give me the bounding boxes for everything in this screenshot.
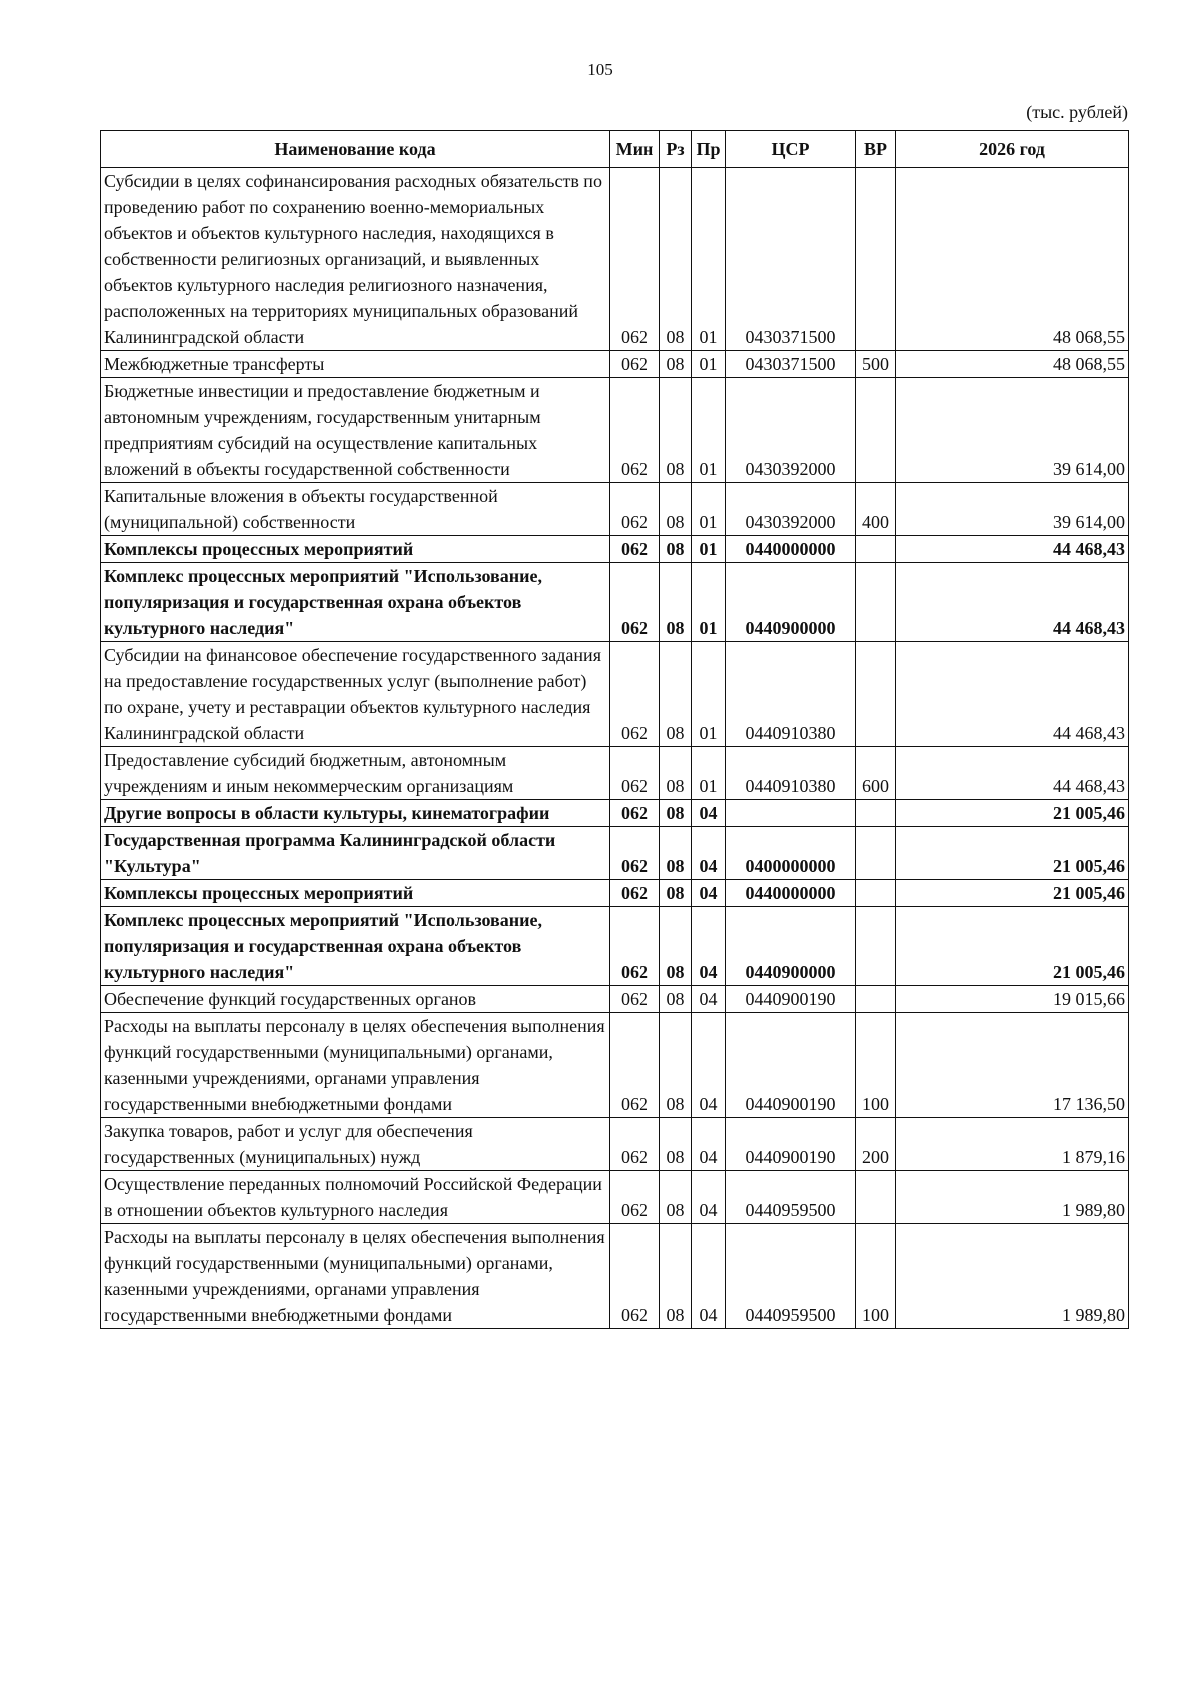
cell-pr: 04 xyxy=(692,1171,726,1224)
cell-vr: 600 xyxy=(856,747,896,800)
cell-sum: 17 136,50 xyxy=(896,1013,1129,1118)
cell-csr: 0440910380 xyxy=(726,642,856,747)
cell-min: 062 xyxy=(610,642,660,747)
cell-sum: 1 989,80 xyxy=(896,1171,1129,1224)
cell-min: 062 xyxy=(610,1224,660,1329)
table-row xyxy=(101,880,1129,907)
cell-vr: 500 xyxy=(856,351,896,378)
table-header xyxy=(101,131,1129,168)
cell-name: Субсидии на финансовое обеспечение государственного задания на предоставление государственных услуг (выполнение работ) по охране, учету и реставрации объектов культурного наследия Калининградской области xyxy=(101,642,610,747)
cell-name: Капитальные вложения в объекты государственной (муниципальной) собственности xyxy=(101,483,610,536)
table-row xyxy=(101,800,1129,827)
cell-sum: 1 879,16 xyxy=(896,1118,1129,1171)
cell-name: Обеспечение функций государственных органов xyxy=(101,986,610,1013)
cell-name: Субсидии в целях софинансирования расходных обязательств по проведению работ по сохранению военно-мемориальных объектов и объектов культурного наследия, находящихся в собственности религиозных организаций, и выявленных объектов культурного наследия религиозного назначения, расположенных на территориях муниципальных образований Калининградской области xyxy=(101,168,610,351)
cell-sum: 44 468,43 xyxy=(896,563,1129,642)
cell-pr: 04 xyxy=(692,1013,726,1118)
table-row xyxy=(101,986,1129,1013)
cell-pr: 01 xyxy=(692,642,726,747)
cell-vr xyxy=(856,378,896,483)
header-pr: Пр xyxy=(692,131,726,168)
cell-csr: 0430371500 xyxy=(726,168,856,351)
cell-sum: 48 068,55 xyxy=(896,168,1129,351)
cell-vr xyxy=(856,986,896,1013)
cell-name: Предоставление субсидий бюджетным, автономным учреждениям и иным некоммерческим организациям xyxy=(101,747,610,800)
cell-name: Осуществление переданных полномочий Российской Федерации в отношении объектов культурного наследия xyxy=(101,1171,610,1224)
cell-min: 062 xyxy=(610,563,660,642)
cell-rz: 08 xyxy=(660,880,692,907)
table-row xyxy=(101,907,1129,986)
header-rz: Рз xyxy=(660,131,692,168)
cell-rz: 08 xyxy=(660,483,692,536)
cell-rz: 08 xyxy=(660,747,692,800)
cell-csr: 0440959500 xyxy=(726,1224,856,1329)
cell-vr: 100 xyxy=(856,1013,896,1118)
cell-csr: 0430392000 xyxy=(726,483,856,536)
cell-min: 062 xyxy=(610,351,660,378)
cell-sum: 1 989,80 xyxy=(896,1224,1129,1329)
table-row xyxy=(101,1013,1129,1118)
cell-name: Комплекс процессных мероприятий "Использование, популяризация и государственная охрана объектов культурного наследия" xyxy=(101,563,610,642)
cell-pr: 01 xyxy=(692,536,726,563)
table-row xyxy=(101,536,1129,563)
cell-vr xyxy=(856,563,896,642)
cell-csr: 0440000000 xyxy=(726,880,856,907)
cell-name: Расходы на выплаты персоналу в целях обеспечения выполнения функций государственными (муниципальными) органами, казенными учреждениями, органами управления государственными внебюджетными фондами xyxy=(101,1224,610,1329)
cell-rz: 08 xyxy=(660,1118,692,1171)
cell-pr: 01 xyxy=(692,563,726,642)
cell-sum: 44 468,43 xyxy=(896,747,1129,800)
cell-rz: 08 xyxy=(660,378,692,483)
header-row xyxy=(101,131,1129,168)
cell-rz: 08 xyxy=(660,827,692,880)
cell-min: 062 xyxy=(610,827,660,880)
cell-pr: 01 xyxy=(692,351,726,378)
cell-rz: 08 xyxy=(660,986,692,1013)
cell-vr xyxy=(856,642,896,747)
cell-csr: 0430371500 xyxy=(726,351,856,378)
cell-name: Комплексы процессных мероприятий xyxy=(101,880,610,907)
cell-vr xyxy=(856,827,896,880)
cell-sum: 48 068,55 xyxy=(896,351,1129,378)
cell-rz: 08 xyxy=(660,800,692,827)
cell-vr xyxy=(856,168,896,351)
table-row xyxy=(101,827,1129,880)
cell-csr: 0440900000 xyxy=(726,907,856,986)
cell-rz: 08 xyxy=(660,1224,692,1329)
cell-rz: 08 xyxy=(660,563,692,642)
cell-name: Расходы на выплаты персоналу в целях обеспечения выполнения функций государственными (муниципальными) органами, казенными учреждениями, органами управления государственными внебюджетными фондами xyxy=(101,1013,610,1118)
budget-table xyxy=(100,130,1129,1329)
cell-min: 062 xyxy=(610,800,660,827)
cell-name: Закупка товаров, работ и услуг для обеспечения государственных (муниципальных) нужд xyxy=(101,1118,610,1171)
cell-csr: 0440900190 xyxy=(726,1118,856,1171)
cell-min: 062 xyxy=(610,168,660,351)
table-row xyxy=(101,1224,1129,1329)
cell-pr: 04 xyxy=(692,800,726,827)
cell-csr: 0400000000 xyxy=(726,827,856,880)
table-row xyxy=(101,483,1129,536)
cell-pr: 01 xyxy=(692,747,726,800)
cell-pr: 04 xyxy=(692,827,726,880)
cell-pr: 04 xyxy=(692,1224,726,1329)
cell-min: 062 xyxy=(610,907,660,986)
cell-sum: 21 005,46 xyxy=(896,800,1129,827)
table-row xyxy=(101,378,1129,483)
cell-name: Другие вопросы в области культуры, кинематографии xyxy=(101,800,610,827)
cell-rz: 08 xyxy=(660,168,692,351)
page-number: 105 xyxy=(587,60,613,79)
cell-rz: 08 xyxy=(660,1013,692,1118)
cell-pr: 01 xyxy=(692,378,726,483)
cell-rz: 08 xyxy=(660,351,692,378)
cell-vr xyxy=(856,800,896,827)
table-row xyxy=(101,1118,1129,1171)
cell-min: 062 xyxy=(610,747,660,800)
table-row xyxy=(101,351,1129,378)
cell-sum: 21 005,46 xyxy=(896,880,1129,907)
cell-name: Межбюджетные трансферты xyxy=(101,351,610,378)
cell-sum: 39 614,00 xyxy=(896,483,1129,536)
cell-name: Бюджетные инвестиции и предоставление бюджетным и автономным учреждениям, государственным унитарным предприятиям субсидий на осуществление капитальных вложений в объекты государственной собственности xyxy=(101,378,610,483)
cell-csr: 0440900190 xyxy=(726,986,856,1013)
header-csr: ЦСР xyxy=(726,131,856,168)
cell-rz: 08 xyxy=(660,536,692,563)
cell-min: 062 xyxy=(610,1013,660,1118)
cell-csr: 0440900000 xyxy=(726,563,856,642)
units-label: (тыс. рублей) xyxy=(1026,102,1128,122)
cell-vr: 400 xyxy=(856,483,896,536)
cell-name: Комплекс процессных мероприятий "Использование, популяризация и государственная охрана объектов культурного наследия" xyxy=(101,907,610,986)
cell-sum: 44 468,43 xyxy=(896,536,1129,563)
header-name: Наименование кода xyxy=(101,131,610,168)
cell-sum: 19 015,66 xyxy=(896,986,1129,1013)
cell-min: 062 xyxy=(610,880,660,907)
cell-rz: 08 xyxy=(660,907,692,986)
cell-vr xyxy=(856,880,896,907)
cell-csr: 0440000000 xyxy=(726,536,856,563)
cell-min: 062 xyxy=(610,986,660,1013)
cell-sum: 44 468,43 xyxy=(896,642,1129,747)
cell-min: 062 xyxy=(610,1118,660,1171)
cell-rz: 08 xyxy=(660,1171,692,1224)
cell-name: Государственная программа Калининградской области "Культура" xyxy=(101,827,610,880)
cell-min: 062 xyxy=(610,378,660,483)
cell-min: 062 xyxy=(610,483,660,536)
cell-pr: 04 xyxy=(692,1118,726,1171)
cell-vr xyxy=(856,536,896,563)
table-body xyxy=(101,168,1129,1329)
cell-pr: 04 xyxy=(692,907,726,986)
cell-vr xyxy=(856,1171,896,1224)
cell-csr: 0440900190 xyxy=(726,1013,856,1118)
cell-csr: 0440910380 xyxy=(726,747,856,800)
cell-name: Комплексы процессных мероприятий xyxy=(101,536,610,563)
table-row xyxy=(101,168,1129,351)
header-vr: ВР xyxy=(856,131,896,168)
table-row xyxy=(101,1171,1129,1224)
table-row xyxy=(101,563,1129,642)
table-row xyxy=(101,747,1129,800)
header-min: Мин xyxy=(610,131,660,168)
header-sum: 2026 год xyxy=(896,131,1129,168)
cell-pr: 04 xyxy=(692,880,726,907)
cell-vr xyxy=(856,907,896,986)
cell-min: 062 xyxy=(610,1171,660,1224)
cell-vr: 100 xyxy=(856,1224,896,1329)
cell-sum: 39 614,00 xyxy=(896,378,1129,483)
cell-vr: 200 xyxy=(856,1118,896,1171)
cell-min: 062 xyxy=(610,536,660,563)
cell-sum: 21 005,46 xyxy=(896,907,1129,986)
cell-csr: 0440959500 xyxy=(726,1171,856,1224)
cell-sum: 21 005,46 xyxy=(896,827,1129,880)
cell-rz: 08 xyxy=(660,642,692,747)
cell-pr: 01 xyxy=(692,483,726,536)
table-row xyxy=(101,642,1129,747)
cell-pr: 04 xyxy=(692,986,726,1013)
cell-csr: 0430392000 xyxy=(726,378,856,483)
cell-pr: 01 xyxy=(692,168,726,351)
cell-csr xyxy=(726,800,856,827)
